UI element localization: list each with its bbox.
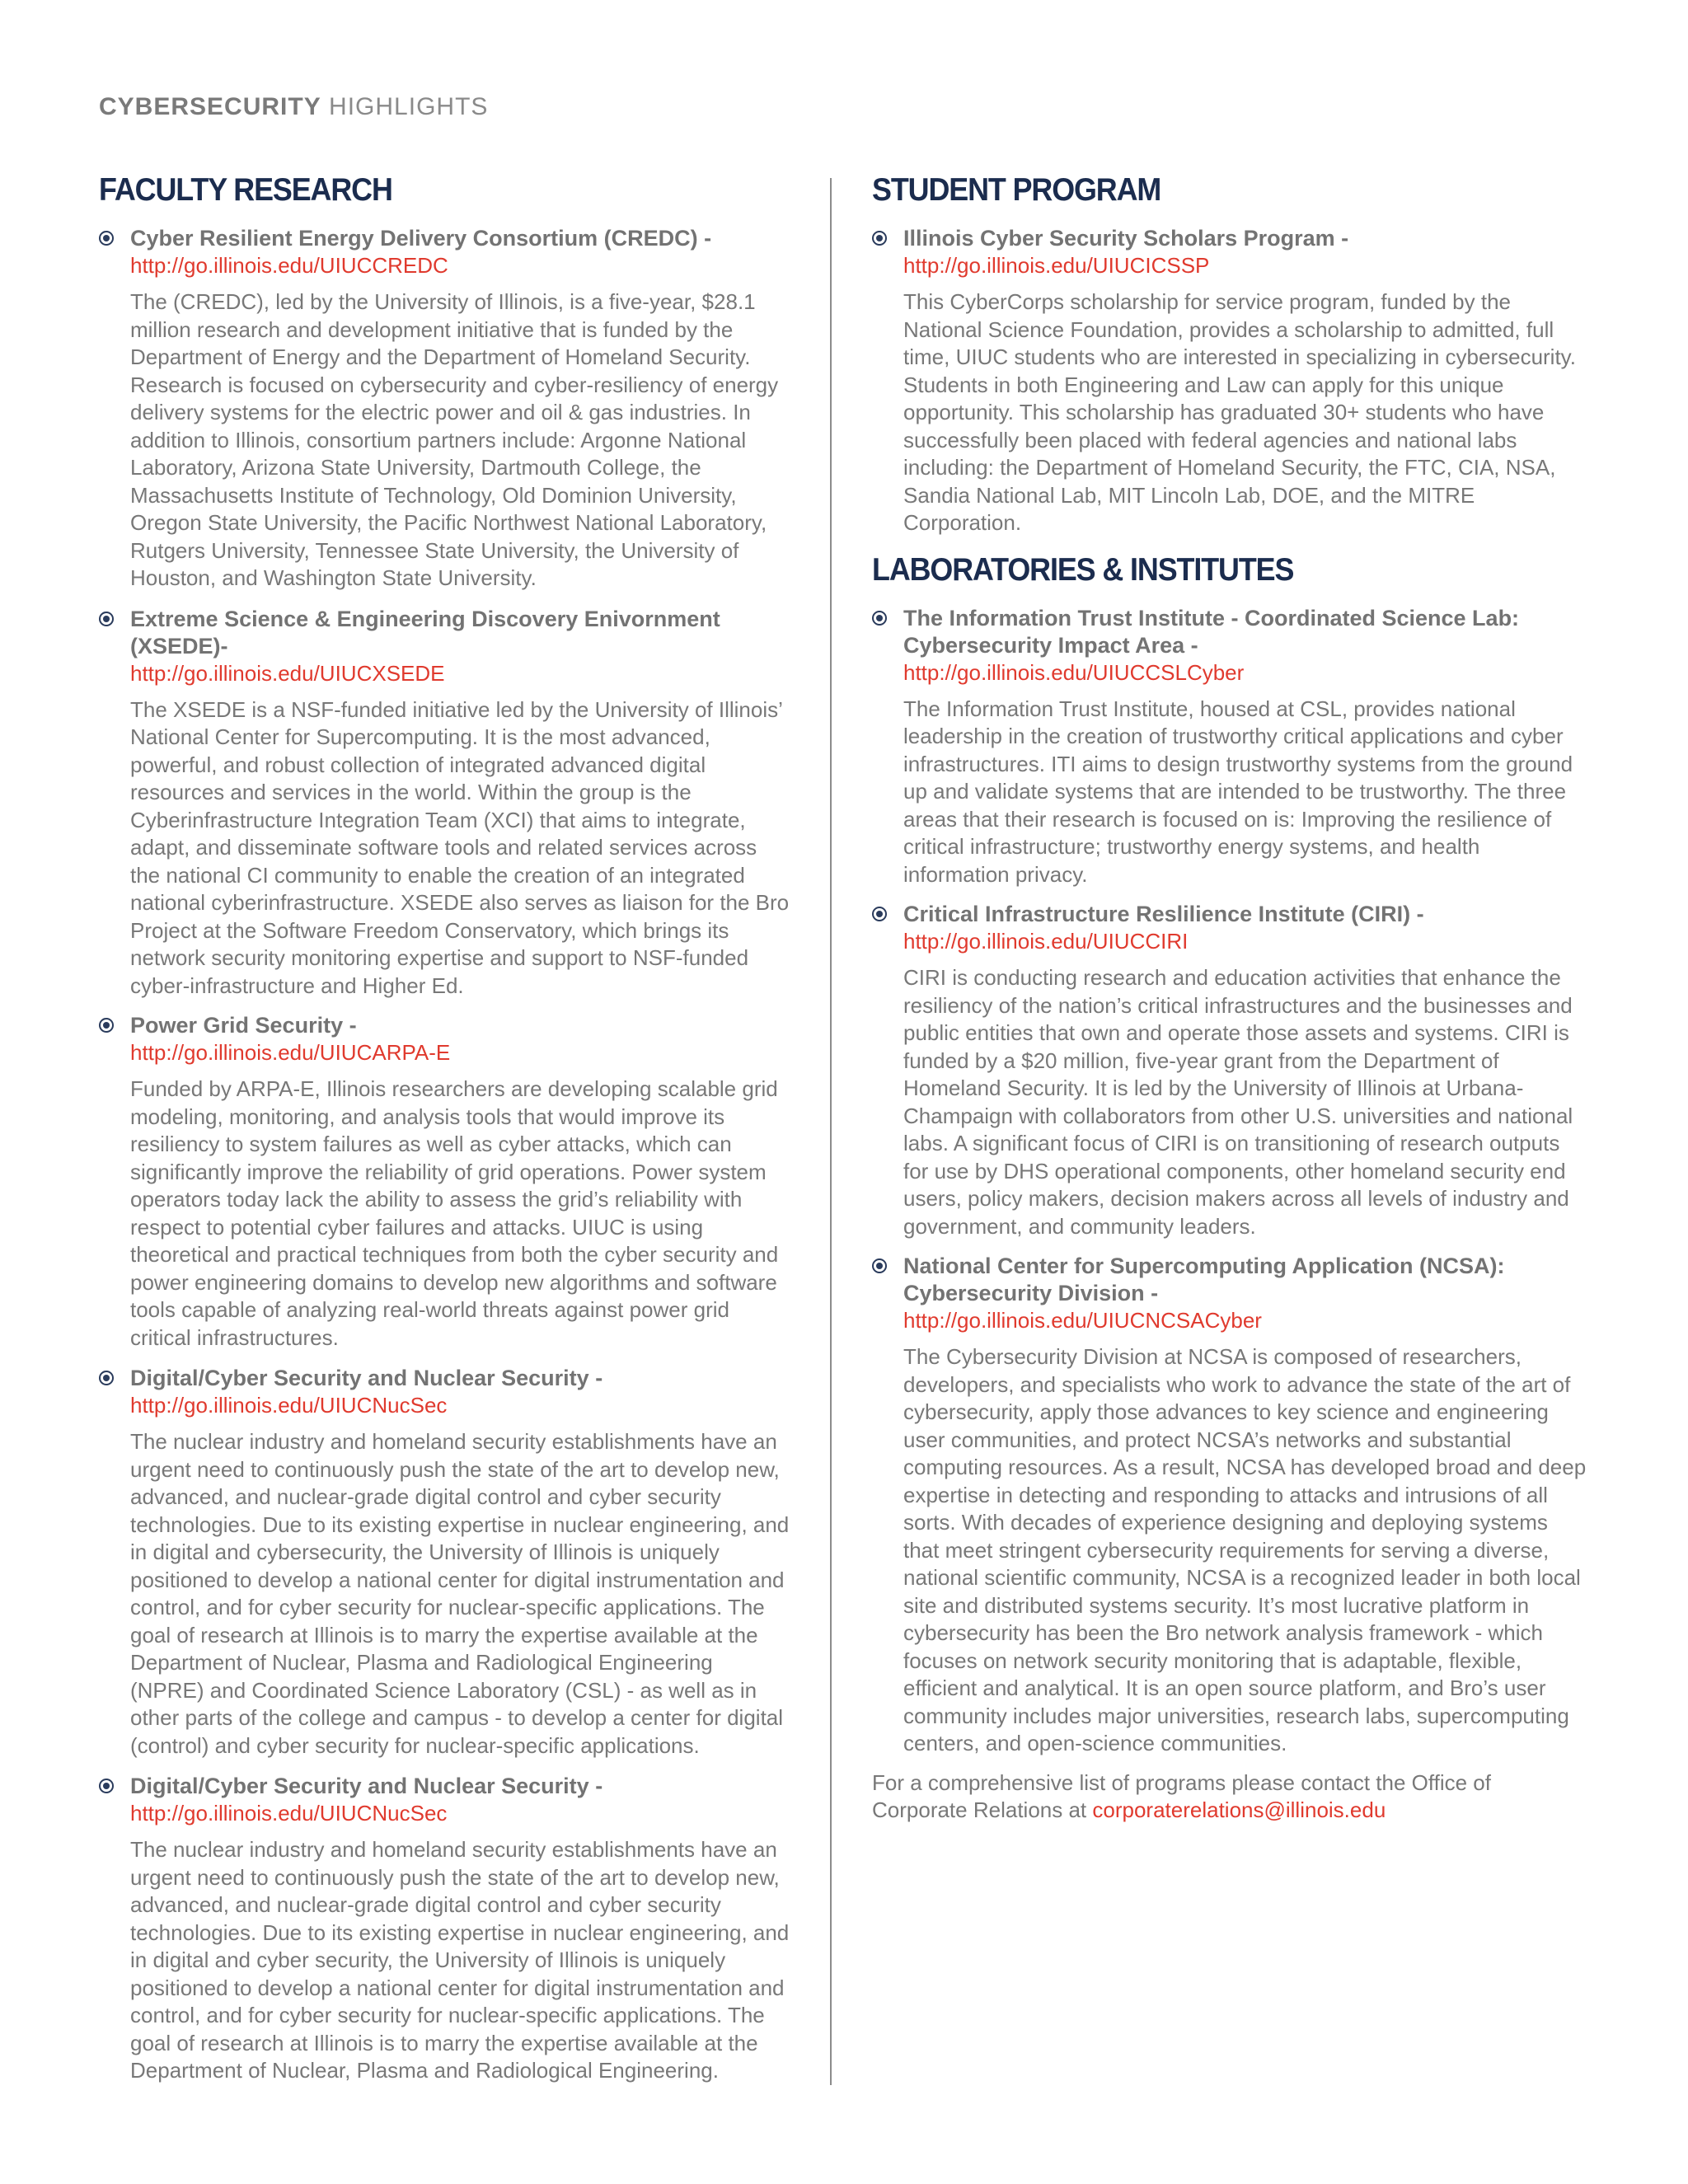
item-title: National Center for Supercomputing Application (NCSA): Cybersecurity Division - [903, 1254, 1505, 1305]
list-item [872, 225, 1589, 537]
circle-bullet-icon [99, 1779, 114, 1793]
item-link[interactable]: http://go.illinois.edu/UIUCNucSec [130, 1393, 448, 1418]
item-link[interactable]: http://go.illinois.edu/UIUCCSLCyber [903, 659, 1245, 685]
item-link[interactable]: http://go.illinois.edu/UIUCNucSec [130, 1801, 448, 1825]
contact-email-link[interactable]: corporaterelations@illinois.edu [1092, 1797, 1386, 1822]
right-column [872, 169, 1589, 1825]
circle-bullet-icon [99, 612, 114, 626]
item-link[interactable]: http://go.illinois.edu/UIUCCREDC [130, 253, 448, 278]
item-title: The Information Trust Institute - Coordinated Science Lab: Cybersecurity Impact Area - [903, 605, 1520, 658]
item-link[interactable]: http://go.illinois.edu/UIUCXSEDE [130, 660, 445, 686]
item-body: Funded by ARPA-E, Illinois researchers are developing scalable grid modeling, monitoring, and analysis tools that would improve its resiliency to system failures as well as cyber attacks, which can significantly improve the reliability of grid operations. Power system operators today lack the ability to assess the grid’s reliability with respect to potential cyber failures and attacks. UIUC is using theoretical and practical techniques from both the cyber security and power engineering domains to develop new algorithms and software tools capable of analyzing real-world threats against power grid critical infrastructures. [130, 1076, 779, 1350]
item-title: Cyber Resilient Energy Delivery Consortium (CREDC) - [130, 226, 712, 251]
list-item [99, 225, 790, 593]
header-rest: HIGHLIGHTS [329, 93, 489, 120]
page-header [99, 93, 488, 121]
item-link[interactable]: http://go.illinois.edu/UIUCCIRI [903, 929, 1189, 954]
item-link[interactable]: http://go.illinois.edu/UIUCNCSACyber [903, 1308, 1262, 1333]
item-body: The Information Trust Institute, housed at CSL, provides national leadership in the creation of trustworthy critical applications and cyber infrastructures. ITI aims to design trustworthy systems from the ground up and validate systems that are intended to be trustworthy. The three areas that their research is focused on is: Improving the resilience of critical infrastructure; trustworthy energy systems, and health information privacy. [903, 696, 1573, 887]
item-title: Illinois Cyber Security Scholars Program - [903, 226, 1349, 251]
circle-bullet-icon [872, 611, 887, 626]
item-title: Digital/Cyber Security and Nuclear Security - [130, 1366, 603, 1390]
section-title-student: STUDENT PROGRAM [872, 172, 1161, 208]
circle-bullet-icon [99, 1018, 114, 1033]
section-title-faculty: FACULTY RESEARCH [99, 172, 392, 208]
list-item [99, 1365, 790, 1760]
item-body: The (CREDC), led by the University of Illinois, is a five-year, $28.1 million research and development initiative that is funded by the Department of Energy and the Department of Homeland Security. Research is focused on cybersecurity and cyber-resiliency of energy delivery systems for the electric power and oil & gas industries. In addition to Illinois, consortium partners include: Argonne National Laboratory, Arizona State University, Dartmouth College, the Massachusetts Institute of Technology, Old Dominion University, Oregon State University, the Pacific Northwest National Laboratory, Rutgers University, Tennessee State University, the University of Houston, and Washington State University. [130, 289, 779, 590]
column-divider [830, 178, 832, 2085]
item-title: Digital/Cyber Security and Nuclear Security - [130, 1774, 603, 1798]
item-body: The nuclear industry and homeland security establishments have an urgent need to continuously push the state of the art to develop new, advanced, and nuclear-grade digital control and cyber security technologies. Due to its existing expertise in nuclear engineering, and in digital and cybersecurity, the University of Illinois is uniquely positioned to develop a national center for digital instrumentation and control, and for cyber security for nuclear-specific applications. The goal of research at Illinois is to marry the expertise available at the Department of Nuclear, Plasma and Radiological Engineering (NPRE) and Coordinated Science Laboratory (CSL) - as well as in other parts of the college and campus - to develop a center for digital (control) and cyber security for nuclear-specific applications. [130, 1429, 790, 1758]
item-title: Extreme Science & Engineering Discovery Enivornment (XSEDE)- [130, 606, 720, 658]
circle-bullet-icon [99, 231, 114, 246]
circle-bullet-icon [872, 1258, 887, 1273]
list-item [99, 1012, 790, 1352]
list-item [99, 606, 790, 1001]
item-link[interactable]: http://go.illinois.edu/UIUCICSSP [903, 253, 1210, 278]
item-body: CIRI is conducting research and education activities that enhance the resiliency of the nation’s critical infrastructures and the businesses and public entities that own and operate those assets and systems. CIRI is funded by a $20 million, five-year grant from the Department of Homeland Security. It is led by the University of Illinois at Urbana-Champaign with collaborators from other U.S. universities and national labs. A significant focus of CIRI is on transitioning of research outputs for use by DHS operational components, other homeland security end users, policy makers, decision makers across all levels of industry and government, and community leaders. [903, 965, 1573, 1239]
item-body: The Cybersecurity Division at NCSA is composed of researchers, developers, and specialists who work to advance the state of the art of cybersecurity, apply those advances to key science and engineering user communities, and protect NCSA’s networks and substantial computing resources. As a result, NCSA has developed broad and deep expertise in detecting and responding to attacks and intrusions of all sorts. With decades of experience designing and deploying systems that meet stringent cybersecurity requirements for serving a diverse, national scientific community, NCSA is a recognized leader in both local site and distributed systems security. It’s most lucrative platform in cybersecurity has been the Bro network analysis framework - which focuses on network security monitoring that is adaptable, flexible, efficient and analytical. It is an open source platform, and Bro’s user community includes major universities, research labs, supercomputing centers, and open-science communities. [903, 1344, 1587, 1755]
circle-bullet-icon [99, 1371, 114, 1385]
section-title-labs: LABORATORIES & INSTITUTES [872, 551, 1294, 588]
item-body: The XSEDE is a NSF-funded initiative led by the University of Illinois’ National Center for Supercomputing. It is the most advanced, powerful, and robust collection of integrated advanced digital resources and services in the world. Within the group is the Cyberinfrastructure Integration Team (XCI) that aims to integrate, adapt, and disseminate software tools and related services across the national CI community to enable the creation of an integrated national cyberinfrastructure. XSEDE also serves as liaison for the Bro Project at the Software Freedom Conservatory, which brings its network security monitoring expertise and support to NSF-funded cyber-infrastructure and Higher Ed. [130, 696, 790, 998]
circle-bullet-icon [872, 907, 887, 921]
item-title: Critical Infrastructure Reslilience Institute (CIRI) - [903, 902, 1424, 926]
closing-text: For a comprehensive list of programs please contact the Office of Corporate Relations at [872, 1769, 1491, 1822]
item-title: Power Grid Security - [130, 1013, 357, 1038]
list-item [99, 1773, 790, 2085]
header-strong: CYBERSECURITY [99, 93, 321, 120]
item-link[interactable]: http://go.illinois.edu/UIUCARPA-E [130, 1040, 451, 1065]
circle-bullet-icon [872, 231, 887, 246]
item-body: The nuclear industry and homeland security establishments have an urgent need to continuously push the state of the art to develop new, advanced, and nuclear-grade digital control and cyber security technologies. Due to its existing expertise in nuclear engineering, and in digital and cyber security, the University of Illinois is uniquely positioned to develop a national center for digital instrumentation and control, and for cyber security for nuclear-specific applications. The goal of research at Illinois is to marry the expertise available at the Department of Nuclear, Plasma and Radiological Engineering. [130, 1837, 790, 2083]
closing-note [872, 1769, 1589, 1825]
list-item [872, 901, 1589, 1240]
list-item [872, 1253, 1589, 1758]
left-column [99, 169, 790, 2085]
item-body: This CyberCorps scholarship for service program, funded by the National Science Foundation, provides a scholarship to admitted, full time, UIUC students who are interested in specializing in cybersecurity. Students in both Engineering and Law can apply for this unique opportunity. This scholarship has graduated 30+ students who have successfully been placed with federal agencies and national labs including: the Department of Homeland Security, the FTC, CIA, NSA, Sandia National Lab, MIT Lincoln Lab, DOE, and the MITRE Corporation. [903, 289, 1576, 535]
list-item [872, 605, 1589, 889]
